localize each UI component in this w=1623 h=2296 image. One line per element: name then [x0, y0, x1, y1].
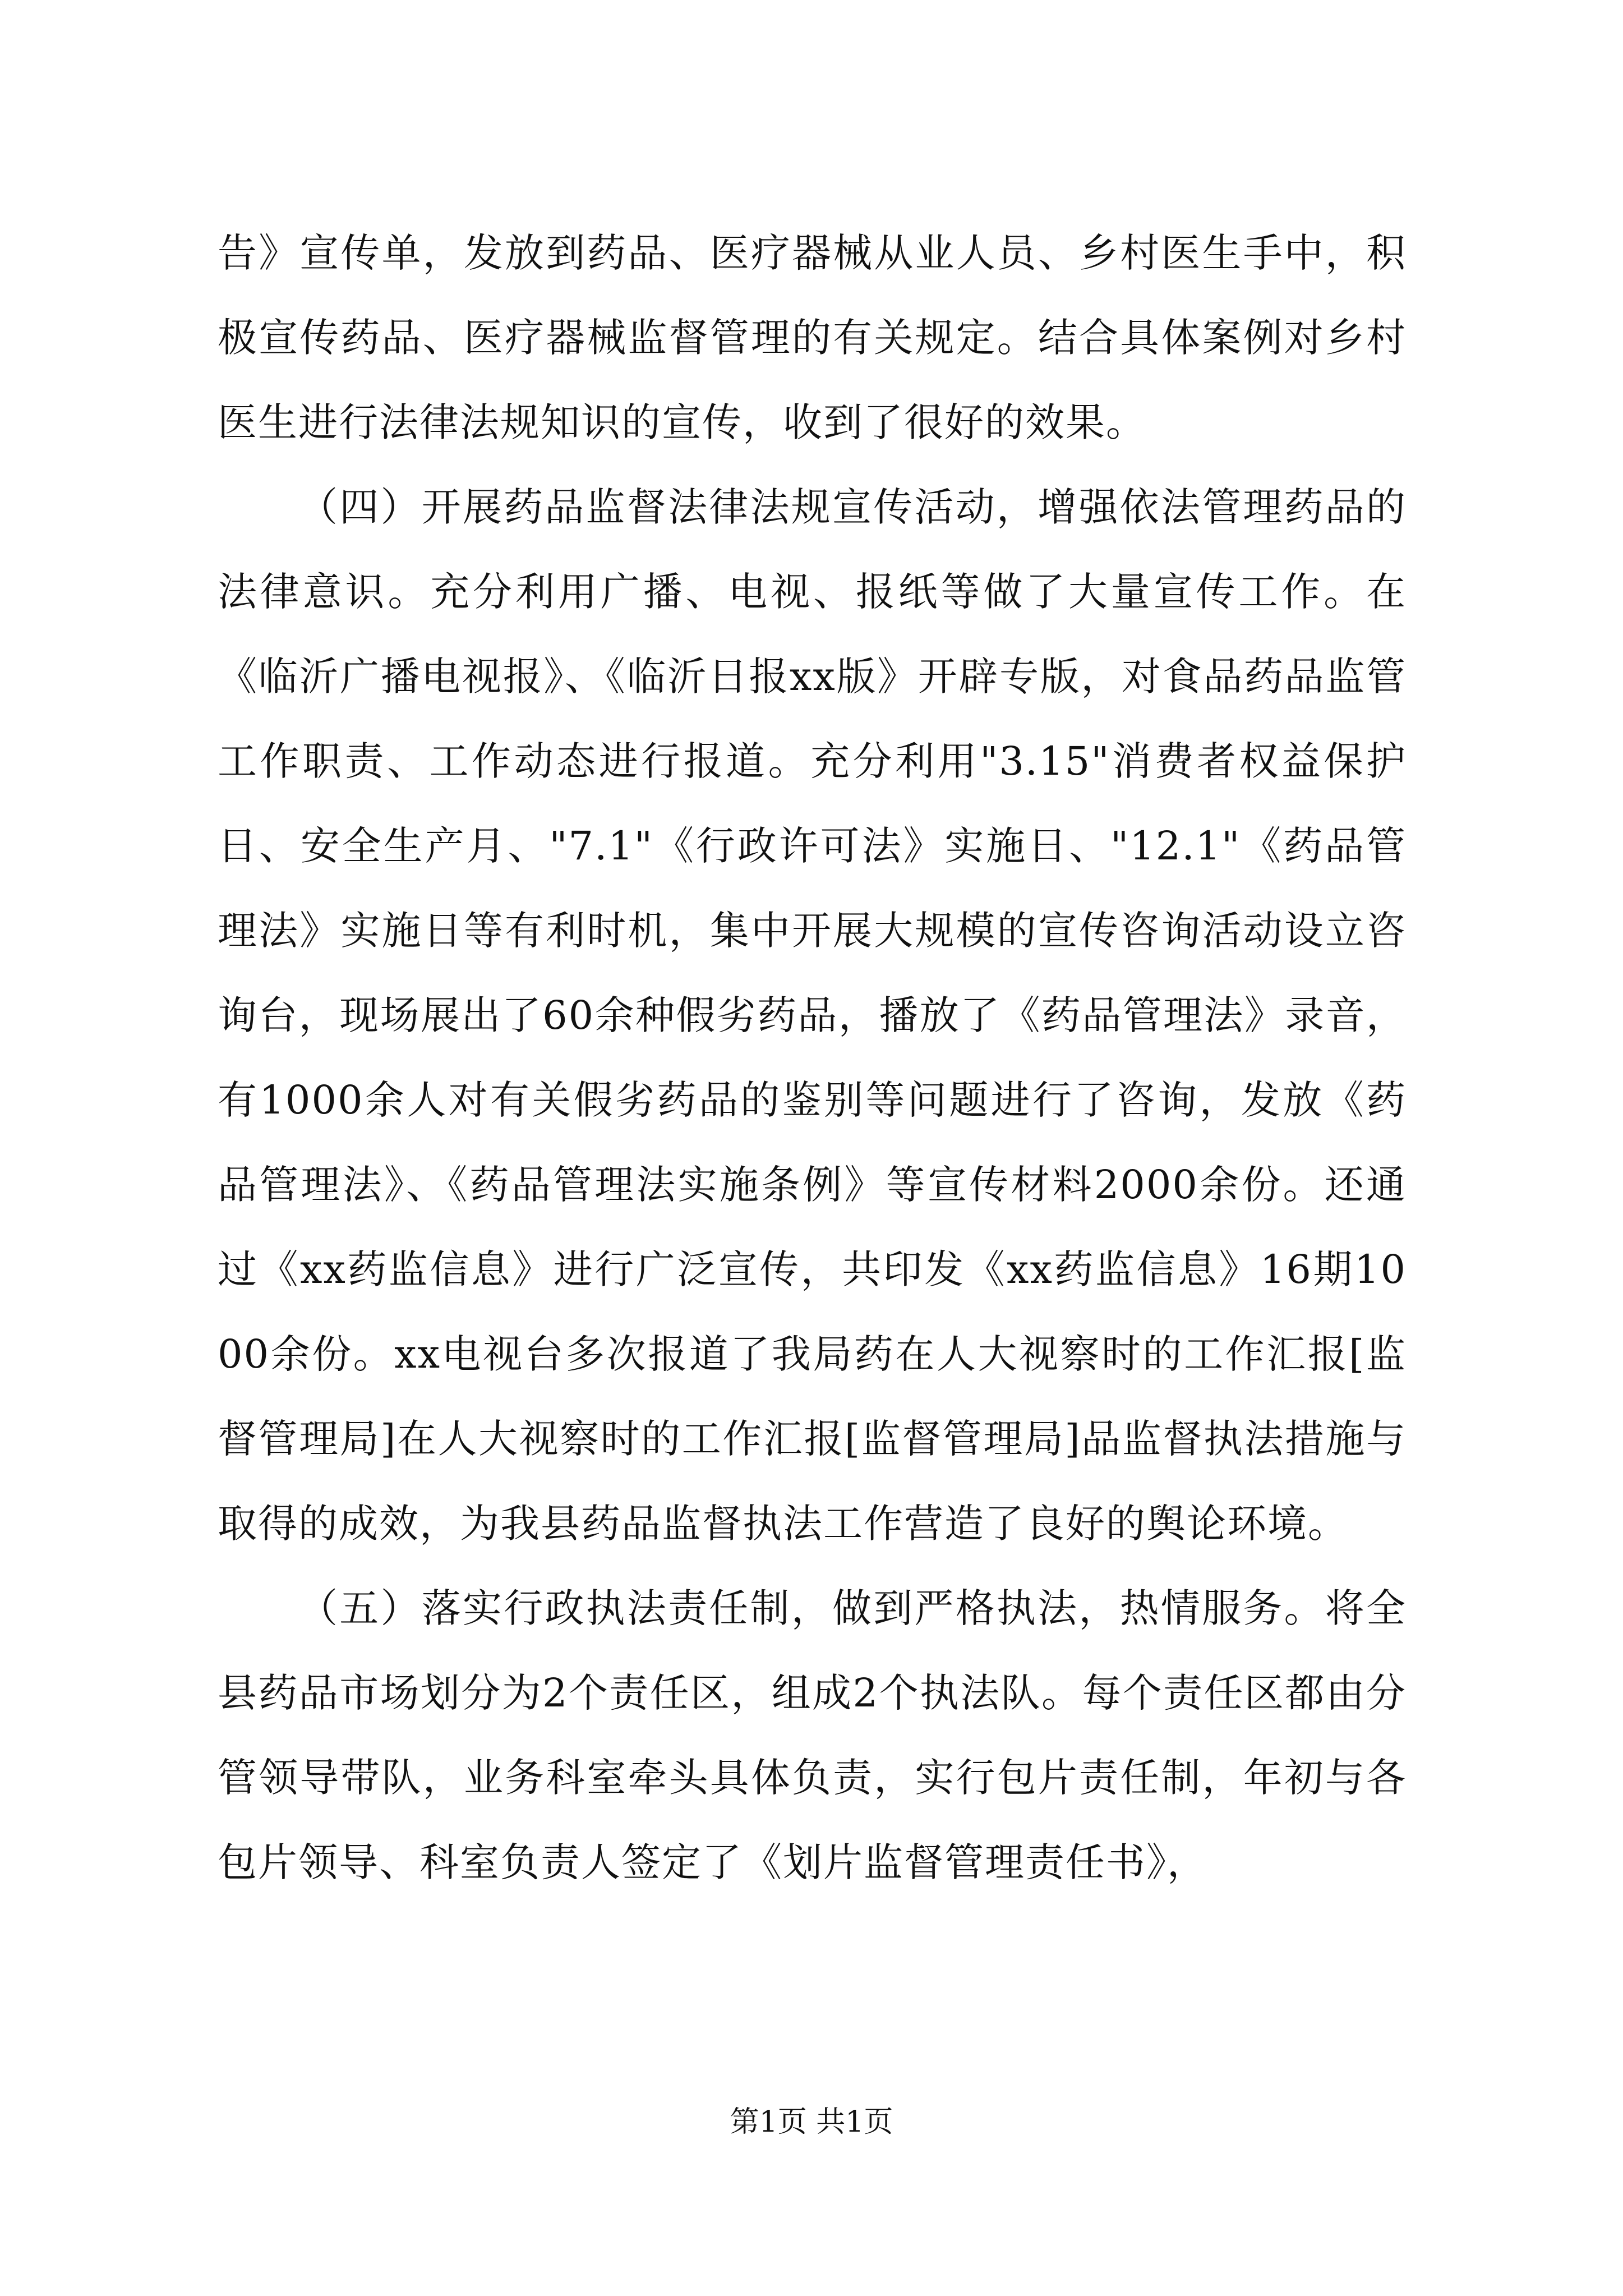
page-footer: 第1页 共1页	[730, 2105, 893, 2139]
paragraph-continuation: 告》宣传单，发放到药品、医疗器械从业人员、乡村医生手中，积极宣传药品、医疗器械监督管理的有关规定。结合具体案例对乡村医生进行法律法规知识的宣传，收到了很好的效果。	[218, 230, 1407, 445]
document-body	[218, 211, 1407, 1905]
paragraph-section-four: （四）开展药品监督法律法规宣传活动，增强依法管理药品的法律意识。充分利用广播、电视、报纸等做了大量宣传工作。在《临沂广播电视报》、《临沂日报xx版》开辟专版，对食品药品监管工作职责、工作动态进行报道。充分利用"3.15"消费者权益保护日、安全生产月、"7.1"《行政许可法》实施日、"12.1"《药品管理法》实施日等有利时机，集中开展大规模的宣传咨询活动设立咨询台，现场展出了60余种假劣药品，播放了《药品管理法》录音，有1000余人对有关假劣药品的鉴别等问题进行了咨询，发放《药品管理法》、《药品管理法实施条例》等宣传材料2000余份。还通过《xx药监信息》进行广泛宣传，共印发《xx药监信息》16期1000余份。xx电视台多次报道了我局药在人大视察时的工作汇报[监督管理局]在人大视察时的工作汇报[监督管理局]品监督执法措施与取得的成效，为我县药品监督执法工作营造了良好的舆论环境。	[218, 484, 1407, 1547]
paragraph-section-five: （五）落实行政执法责任制，做到严格执法，热情服务。将全县药品市场划分为2个责任区，组成2个执法队。每个责任区都由分管领导带队，业务科室牵头具体负责，实行包片责任制，年初与各包片领导、科室负责人签定了《划片监督管理责任书》，	[218, 1585, 1407, 1885]
